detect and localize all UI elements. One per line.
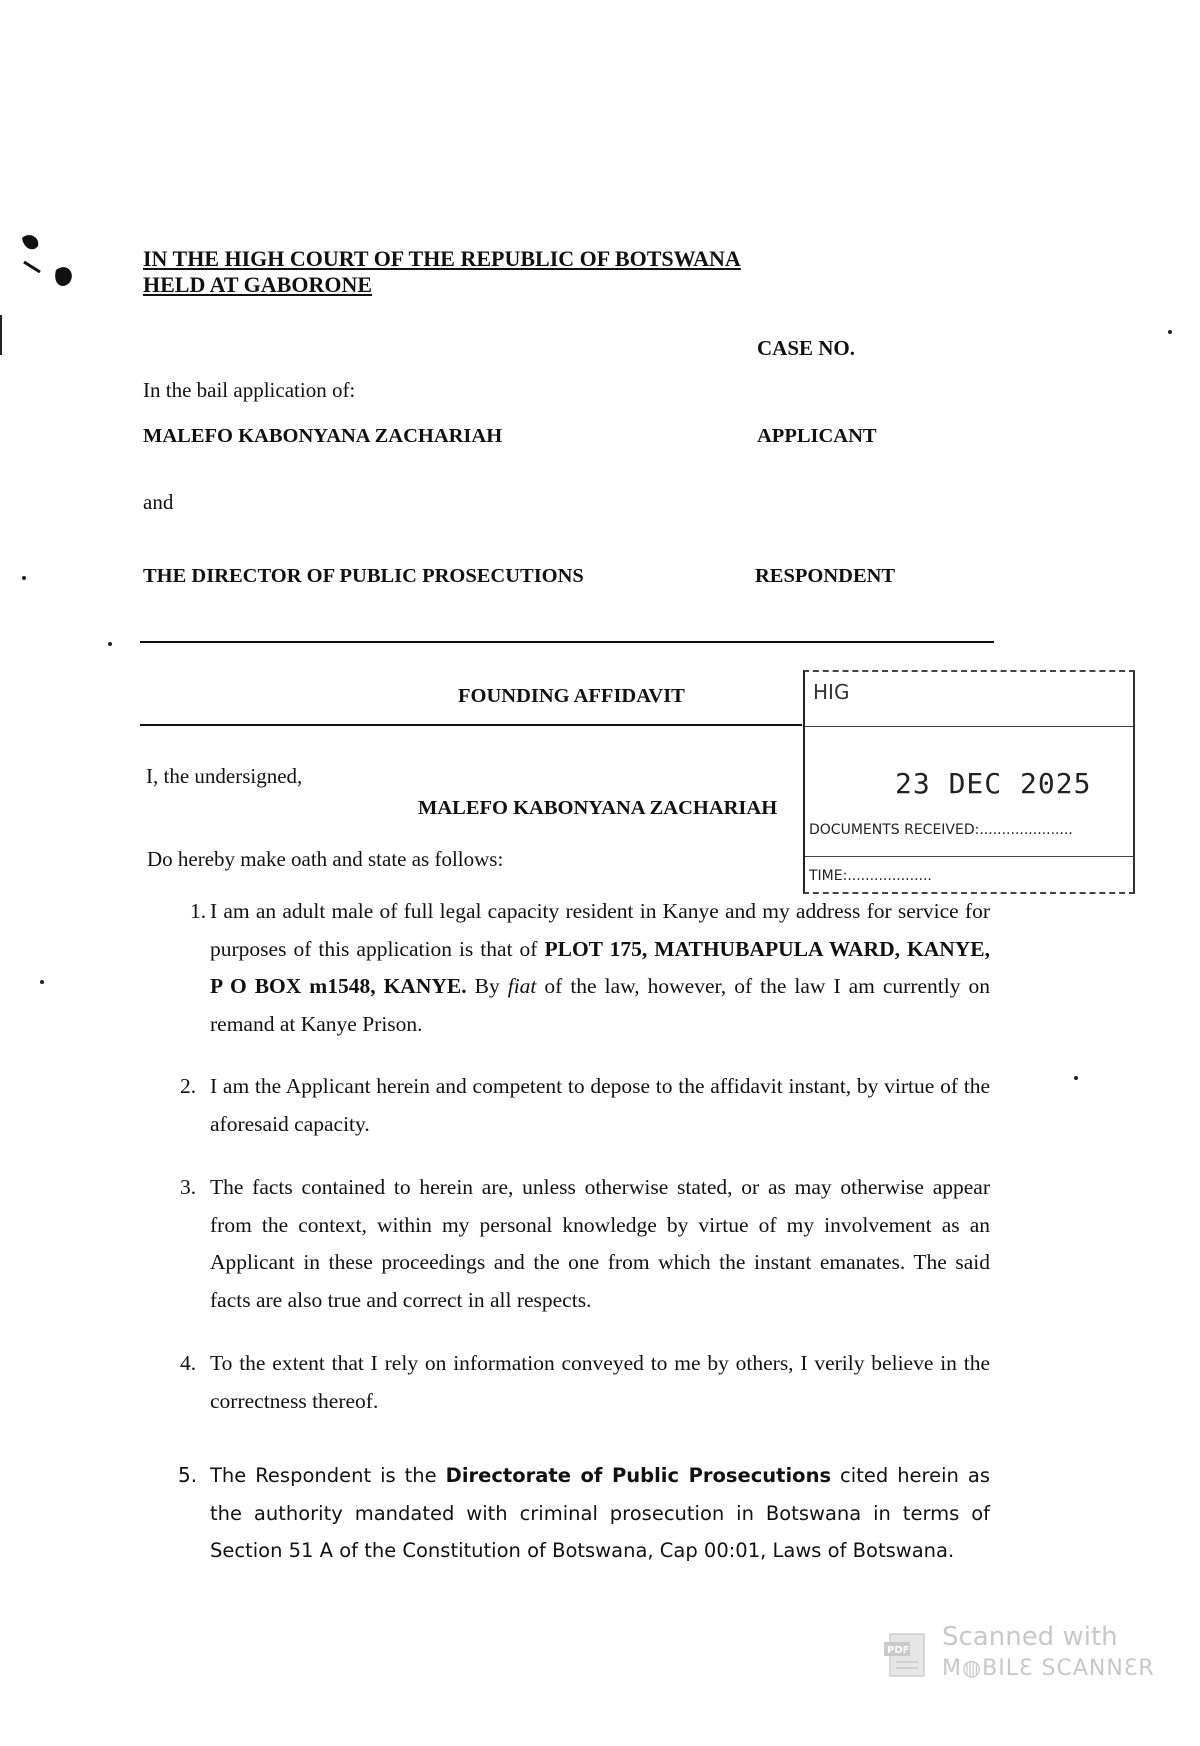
respondent-label: RESPONDENT: [755, 565, 896, 587]
paragraph-number: 2.: [180, 1074, 197, 1098]
divider-top: [140, 641, 994, 643]
paragraph-2: I am the Applicant herein and competent to depose to the affidavit instant, by virtue of the aforesaid capacity.: [210, 1074, 990, 1136]
stamp-date: 23 DEC 2025: [895, 767, 1092, 800]
received-stamp: [803, 670, 1135, 894]
stamp-time: TIME:...................: [809, 868, 932, 884]
court-title: IN THE HIGH COURT OF THE REPUBLIC OF BOTSWANA: [143, 246, 741, 271]
stamp-separator: [805, 856, 1133, 857]
scan-blot: [18, 232, 78, 292]
court-location: HELD AT GABORONE: [143, 272, 373, 297]
scan-edge-mark: [0, 315, 2, 355]
paragraph-number: 1.: [190, 899, 207, 923]
paragraph-number: 4.: [180, 1351, 197, 1375]
scan-speck: [40, 980, 44, 984]
paragraph-number: 3.: [180, 1175, 197, 1199]
stamp-documents-received: DOCUMENTS RECEIVED:.....................: [809, 822, 1073, 838]
respondent-name: THE DIRECTOR OF PUBLIC PROSECUTIONS: [143, 565, 584, 587]
conjunction-and: and: [143, 490, 174, 514]
paragraph-number: 5.: [178, 1463, 198, 1487]
paragraph-3: The facts contained to herein are, unless otherwise stated, or as may otherwise appear from the context, within my personal knowledge by virtue of my involvement as an Applicant in these proceedings and the one from which the instant emanates. The said facts are also true and correct in all respects.: [210, 1175, 990, 1312]
paragraph-4: To the extent that I rely on information conveyed to me by others, I verily believe in the correctness thereof.: [210, 1351, 990, 1413]
pdf-document-icon: [884, 1628, 928, 1680]
divider-bottom: [140, 724, 802, 726]
case-number-label: CASE NO.: [757, 336, 856, 360]
paragraph-5: The Respondent is the Directorate of Public Prosecutions cited herein as the authority mandated with criminal prosecution in Botswana in terms of Section 51 A of the Constitution of Botswana, Cap 00:01, Laws of Botswana.: [210, 1464, 990, 1562]
deponent-name: MALEFO KABONYANA ZACHARIAH: [418, 797, 778, 819]
undersigned-line: I, the undersigned,: [146, 764, 303, 788]
applicant-label: APPLICANT: [757, 425, 877, 447]
stamp-separator: [805, 726, 1133, 727]
watermark-line-1: Scanned with: [942, 1622, 1118, 1652]
scan-speck: [1074, 1076, 1078, 1080]
scan-speck: [108, 642, 112, 646]
watermark-line-2: M◍BILƐ SCANNƐR: [942, 1656, 1155, 1681]
scan-speck: [22, 576, 26, 580]
paragraph-1: I am an adult male of full legal capacity resident in Kanye and my address for service for purposes of this application is that of PLOT 175, MATHUBAPULA WARD, KANYE, P O BOX m1548, KANYE. By fiat of the law, however, of the law I am currently on remand at Kanye Prison.: [210, 899, 991, 1036]
oath-statement: Do hereby make oath and state as follows:: [147, 847, 504, 871]
applicant-name: MALEFO KABONYANA ZACHARIAH: [143, 425, 503, 447]
scan-speck: [1168, 330, 1172, 334]
affidavit-title: FOUNDING AFFIDAVIT: [458, 685, 685, 707]
svg-text:PDF: PDF: [887, 1645, 910, 1656]
stamp-header: HIG: [813, 680, 850, 704]
application-intro: In the bail application of:: [143, 378, 356, 402]
